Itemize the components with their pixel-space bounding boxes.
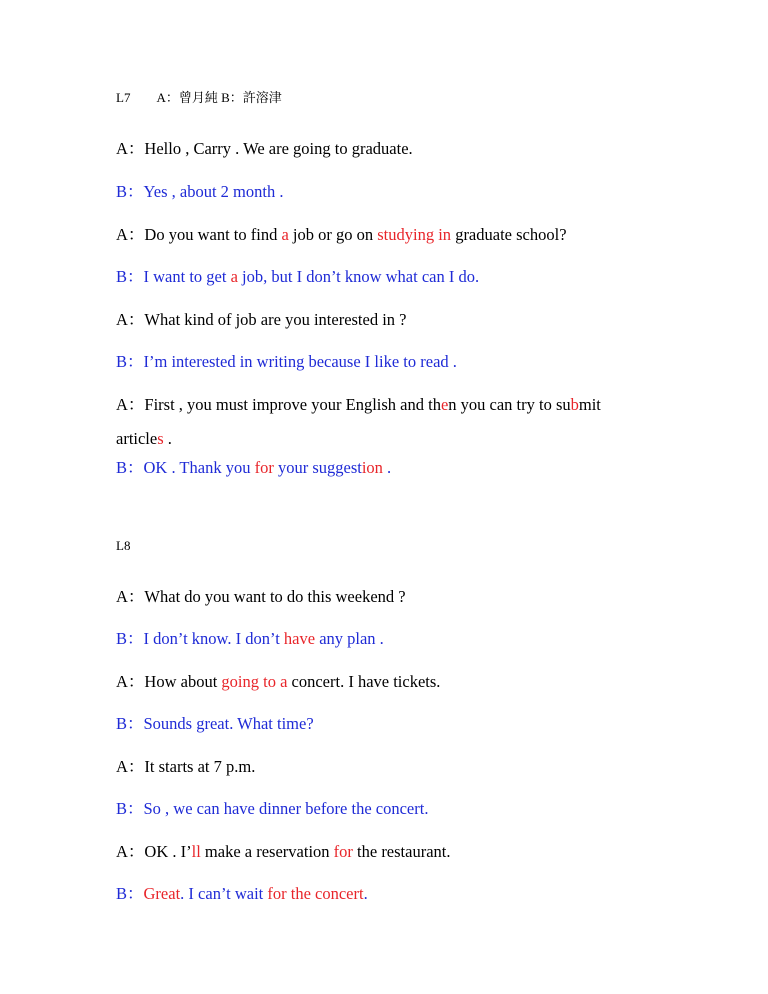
line-text-segment: B：I want to get bbox=[116, 267, 231, 286]
section-header-l8 bbox=[116, 536, 130, 556]
line-text-segment: B：Sounds great. What time? bbox=[116, 714, 314, 733]
line-text-segment: studying in bbox=[377, 225, 452, 244]
dialogue-line bbox=[116, 587, 406, 607]
dialogue-line bbox=[116, 429, 172, 449]
line-text-segment: for the concert bbox=[267, 884, 364, 903]
line-text-segment: A：Do you want to find bbox=[116, 225, 282, 244]
line-text-segment: graduate school? bbox=[451, 225, 567, 244]
line-text-segment: . I can’t wait bbox=[180, 884, 268, 903]
dialogue-line bbox=[116, 395, 601, 415]
line-text-segment: make a reservation bbox=[200, 842, 334, 861]
dialogue-line bbox=[116, 799, 428, 819]
line-text-segment: B：Yes , about 2 month . bbox=[116, 182, 284, 201]
line-text-segment: s bbox=[157, 429, 164, 448]
line-text-segment: article bbox=[116, 429, 158, 448]
line-text-segment: e bbox=[440, 395, 449, 414]
line-text-segment: job, but I don’t know what can I do. bbox=[237, 267, 480, 286]
line-text-segment: job or go on bbox=[288, 225, 378, 244]
line-text-segment: A：It starts at 7 p.m. bbox=[116, 757, 256, 776]
line-text-segment: A：What kind of job are you interested in ? bbox=[116, 310, 407, 329]
section-label: L7 bbox=[116, 90, 131, 105]
dialogue-line bbox=[116, 139, 413, 159]
line-text-segment: B： bbox=[116, 884, 144, 903]
line-text-segment: A：OK . I’ bbox=[116, 842, 192, 861]
line-text-segment: n you can try to su bbox=[448, 395, 571, 414]
dialogue-line bbox=[116, 672, 440, 692]
line-text-segment: a bbox=[230, 267, 238, 286]
line-text-segment: for bbox=[254, 458, 274, 477]
dialogue-line bbox=[116, 352, 457, 372]
line-text-segment: mit bbox=[578, 395, 601, 414]
line-text-segment: Great bbox=[143, 884, 181, 903]
line-text-segment: the restaurant. bbox=[352, 842, 451, 861]
line-text-segment: B：I’m interested in writing because I like to read . bbox=[116, 352, 457, 371]
dialogue-line bbox=[116, 458, 391, 478]
line-text-segment: going to a bbox=[221, 672, 288, 691]
line-text-segment: . bbox=[163, 429, 172, 448]
dialogue-line bbox=[116, 182, 283, 202]
line-text-segment: . bbox=[382, 458, 392, 477]
line-text-segment: B：So , we can have dinner before the concert. bbox=[116, 799, 429, 818]
dialogue-line bbox=[116, 267, 479, 287]
line-text-segment: ll bbox=[191, 842, 201, 861]
dialogue-line bbox=[116, 310, 407, 330]
line-text-segment: have bbox=[283, 629, 316, 648]
line-text-segment: any plan . bbox=[315, 629, 384, 648]
dialogue-line bbox=[116, 714, 314, 734]
line-text-segment: a bbox=[281, 225, 289, 244]
line-text-segment: A：First , you must improve your English and th bbox=[116, 395, 441, 414]
dialogue-line bbox=[116, 629, 384, 649]
dialogue-line bbox=[116, 884, 368, 904]
line-text-segment: your suggest bbox=[273, 458, 362, 477]
line-text-segment: A：Hello , Carry . We are going to graduate. bbox=[116, 139, 413, 158]
line-text-segment: ion bbox=[361, 458, 383, 477]
line-text-segment: B：OK . Thank you bbox=[116, 458, 255, 477]
section-header-l7 bbox=[116, 88, 282, 108]
line-text-segment: . bbox=[363, 884, 368, 903]
line-text-segment: B：I don’t know. I don’t bbox=[116, 629, 284, 648]
section-label: L8 bbox=[116, 538, 131, 553]
speaker-names: A：曾月純 B：許溶津 bbox=[156, 90, 282, 105]
dialogue-line bbox=[116, 842, 451, 862]
line-text-segment: A：What do you want to do this weekend ? bbox=[116, 587, 406, 606]
line-text-segment: concert. I have tickets. bbox=[287, 672, 441, 691]
line-text-segment: for bbox=[333, 842, 353, 861]
line-text-segment: b bbox=[570, 395, 579, 414]
line-text-segment: A：How about bbox=[116, 672, 222, 691]
dialogue-line bbox=[116, 757, 255, 777]
dialogue-line bbox=[116, 225, 567, 245]
